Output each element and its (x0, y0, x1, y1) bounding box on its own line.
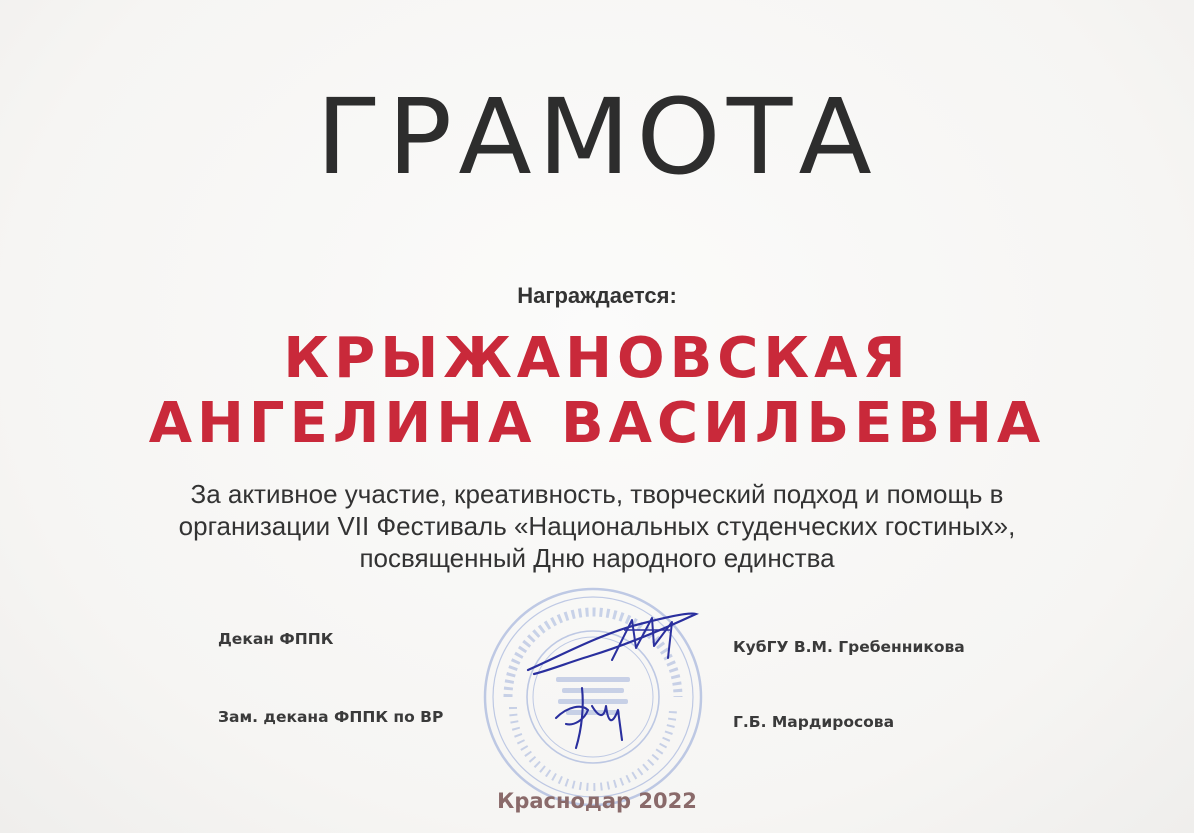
award-reason (0, 478, 1194, 574)
dean-name: КубГУ В.М. Гребенникова (733, 638, 965, 656)
award-reason-line: организации VII Фестиваль «Национальных студенческих гостиных», (178, 511, 1016, 541)
certificate-title: ГРАМОТА (316, 76, 878, 198)
recipient-given-names: АНГЕЛИНА ВАСИЛЬЕВНА (148, 391, 1046, 456)
dean-signature-icon (520, 604, 700, 684)
dean-position: Декан ФППК (218, 630, 334, 648)
city-year: Краснодар 2022 (497, 789, 697, 813)
recipient-surname: КРЫЖАНОВСКАЯ (283, 326, 911, 391)
deputy-dean-position: Зам. декана ФППК по ВР (218, 708, 444, 726)
awarded-label: Награждается: (517, 283, 677, 308)
deputy-dean-name: Г.Б. Мардиросова (733, 713, 895, 731)
award-reason-line: посвященный Дню народного единства (359, 543, 835, 573)
deputy-signature-icon (548, 676, 638, 756)
award-reason-line: За активное участие, креативность, творческий подход и помощь в (190, 479, 1004, 509)
